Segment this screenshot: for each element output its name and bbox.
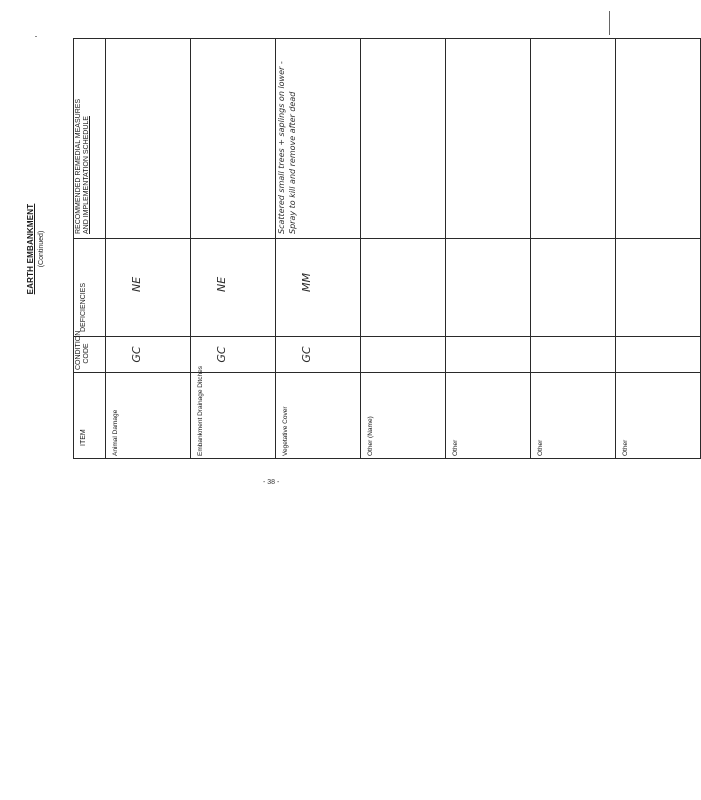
- column-header-recommended-line1: RECOMMENDED REMEDIAL MEASURES: [75, 98, 82, 234]
- item-label: Vegetative Cover: [282, 406, 289, 456]
- item-label: Other: [452, 439, 459, 456]
- item-label: Animal Damage: [112, 409, 119, 456]
- item-label: Embankment Drainage Ditches: [197, 366, 204, 456]
- inspection-table: [73, 38, 701, 459]
- column-header-condition-code: CONDITION CODE: [74, 337, 106, 373]
- table-row: [276, 39, 361, 459]
- condition-code-value: GC: [300, 346, 313, 363]
- table-row: [446, 39, 531, 459]
- column-header-item: ITEM: [74, 373, 106, 459]
- scan-edge-mark: [609, 11, 610, 35]
- item-label: Other: [537, 439, 544, 456]
- page-number: - 38 -: [263, 479, 280, 486]
- form-subtitle: (Continued): [38, 230, 45, 268]
- table-row: [616, 39, 701, 459]
- column-header-deficiencies: DEFICIENCIES: [74, 239, 106, 337]
- deficiency-value: NE: [215, 276, 228, 292]
- column-header-recommended-line2: AND IMPLEMENTATION SCHEDULE: [83, 116, 90, 234]
- column-header-recommended: [74, 39, 106, 239]
- item-label: Other: [622, 439, 629, 456]
- item-label: Other (Name): [367, 416, 374, 456]
- remedial-measures-value: Scattered small trees + saplings on lower - Spray to kill and remove after dead: [277, 61, 297, 234]
- table-row: [361, 39, 446, 459]
- table-row: [106, 39, 191, 459]
- table-row: [191, 39, 276, 459]
- condition-code-value: GC: [130, 346, 143, 363]
- table-row: [531, 39, 616, 459]
- condition-code-value: GC: [215, 346, 228, 363]
- deficiency-value: MM: [300, 273, 313, 292]
- rotated-form: [26, 39, 629, 459]
- scan-speck: [35, 36, 37, 37]
- table-header-row: [74, 39, 106, 459]
- deficiency-value: NE: [130, 276, 143, 292]
- form-title: EARTH EMBANKMENT: [26, 203, 35, 295]
